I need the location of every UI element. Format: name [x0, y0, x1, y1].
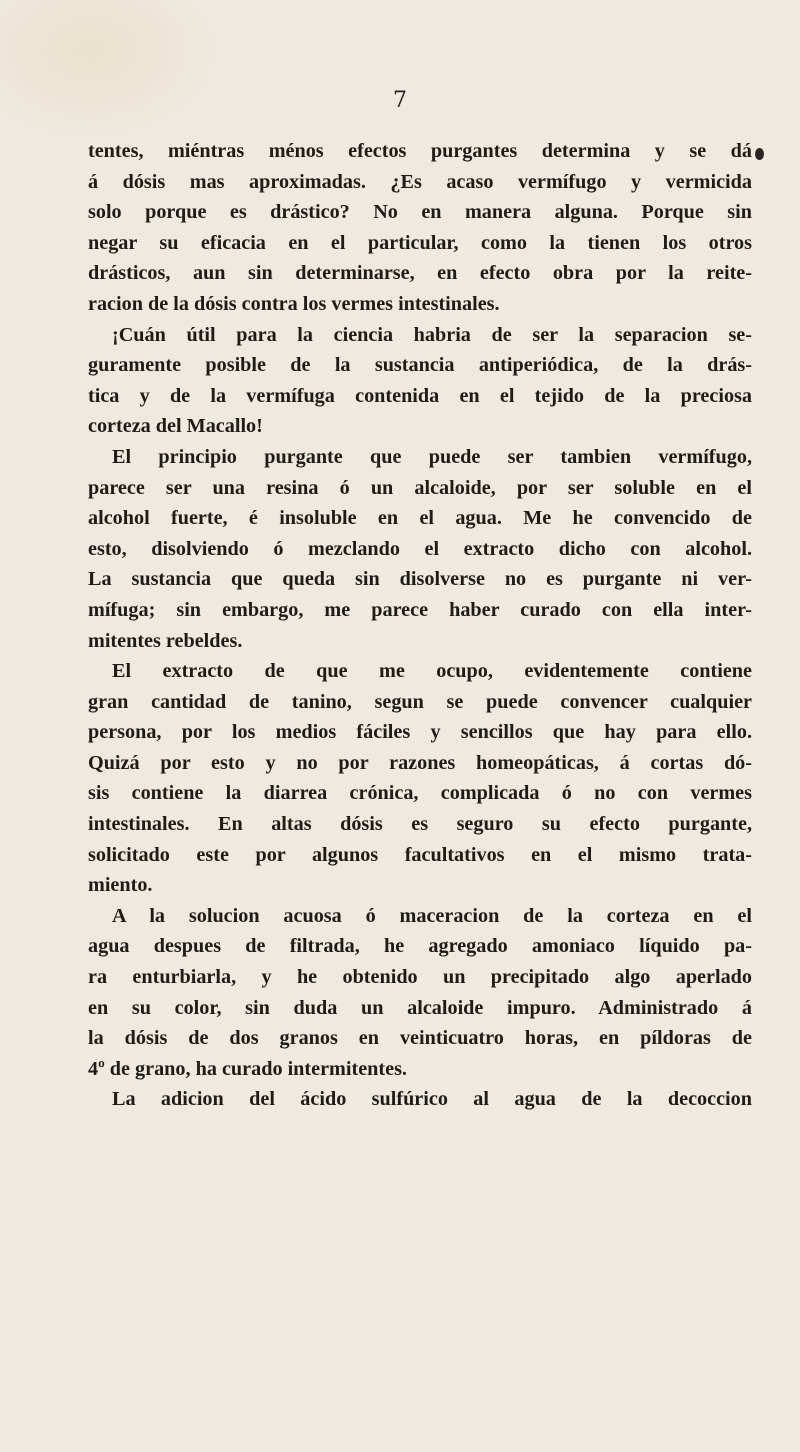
text-line: solo porque es drástico? No en manera alguna. Porque sin [88, 201, 752, 224]
text-line: corteza del Macallo! [88, 415, 263, 438]
text-line: drásticos, aun sin determinarse, en efecto obra por la reite- [88, 262, 752, 285]
text-line: persona, por los medios fáciles y sencillos que hay para ello. [88, 721, 752, 744]
text-line: sis contiene la diarrea crónica, complicada ó no con vermes [88, 782, 752, 805]
text-line: El extracto de que me ocupo, evidentemente contiene [112, 660, 752, 683]
text-line: gran cantidad de tanino, segun se puede convencer cualquier [88, 690, 752, 713]
text-line: solicitado este por algunos facultativos en el mismo trata- [88, 843, 752, 866]
text-line: El principio purgante que puede ser tambien vermífugo, [112, 445, 752, 468]
text-line: A la solucion acuosa ó maceracion de la corteza en el [112, 904, 752, 927]
text-line: La sustancia que queda sin disolverse no es purgante ni ver- [88, 568, 752, 591]
text-line: miento. [88, 874, 153, 897]
text-line: tentes, miéntras ménos efectos purgantes determina y se dá [88, 140, 752, 162]
text-line: esto, disolviendo ó mezclando el extracto dicho con alcohol. [88, 537, 752, 560]
page-number: 7 [393, 88, 407, 113]
text-line: racion de la dósis contra los vermes intestinales. [88, 292, 500, 315]
paragraph [88, 320, 752, 442]
text-line: alcohol fuerte, é insoluble en el agua. Me he convencido de [88, 507, 752, 530]
text-line: ¡Cuán útil para la ciencia habria de ser la separacion se- [112, 323, 752, 346]
paper-stain [0, 0, 220, 140]
text-line: 4º de grano, ha curado intermitentes. [88, 1057, 407, 1080]
text-line: guramente posible de la sustancia antiperiódica, de la drás- [88, 354, 752, 377]
paragraph [88, 442, 752, 656]
text-line: en su color, sin duda un alcaloide impuro. Administrado á [88, 996, 752, 1019]
text-line: intestinales. En altas dósis es seguro su efecto purgante, [88, 813, 752, 836]
text-line: parece ser una resina ó un alcaloide, por ser soluble en el [88, 476, 752, 499]
text-line: ra enturbiarla, y he obtenido un precipitado algo aperlado [88, 966, 752, 989]
paragraph [88, 656, 752, 901]
paragraph [88, 1084, 752, 1115]
text-line: á dósis mas aproximadas. ¿Es acaso vermífugo y vermicida [88, 170, 752, 193]
body-text [88, 136, 752, 1115]
ink-spot [755, 148, 764, 160]
text-line: negar su eficacia en el particular, como la tienen los otros [88, 231, 752, 254]
text-line: mitentes rebeldes. [88, 629, 243, 652]
text-line: tica y de la vermífuga contenida en el tejido de la preciosa [88, 384, 752, 407]
text-line: La adicion del ácido sulfúrico al agua de la decoccion [112, 1088, 752, 1111]
text-line: la dósis de dos granos en veinticuatro horas, en píldoras de [88, 1027, 752, 1050]
paragraph [88, 901, 752, 1085]
text-line: Quizá por esto y no por razones homeopáticas, á cortas dó- [88, 751, 752, 774]
text-line: mífuga; sin embargo, me parece haber curado con ella inter- [88, 598, 752, 621]
text-line: agua despues de filtrada, he agregado amoniaco líquido pa- [88, 935, 752, 958]
paragraph [88, 136, 752, 320]
